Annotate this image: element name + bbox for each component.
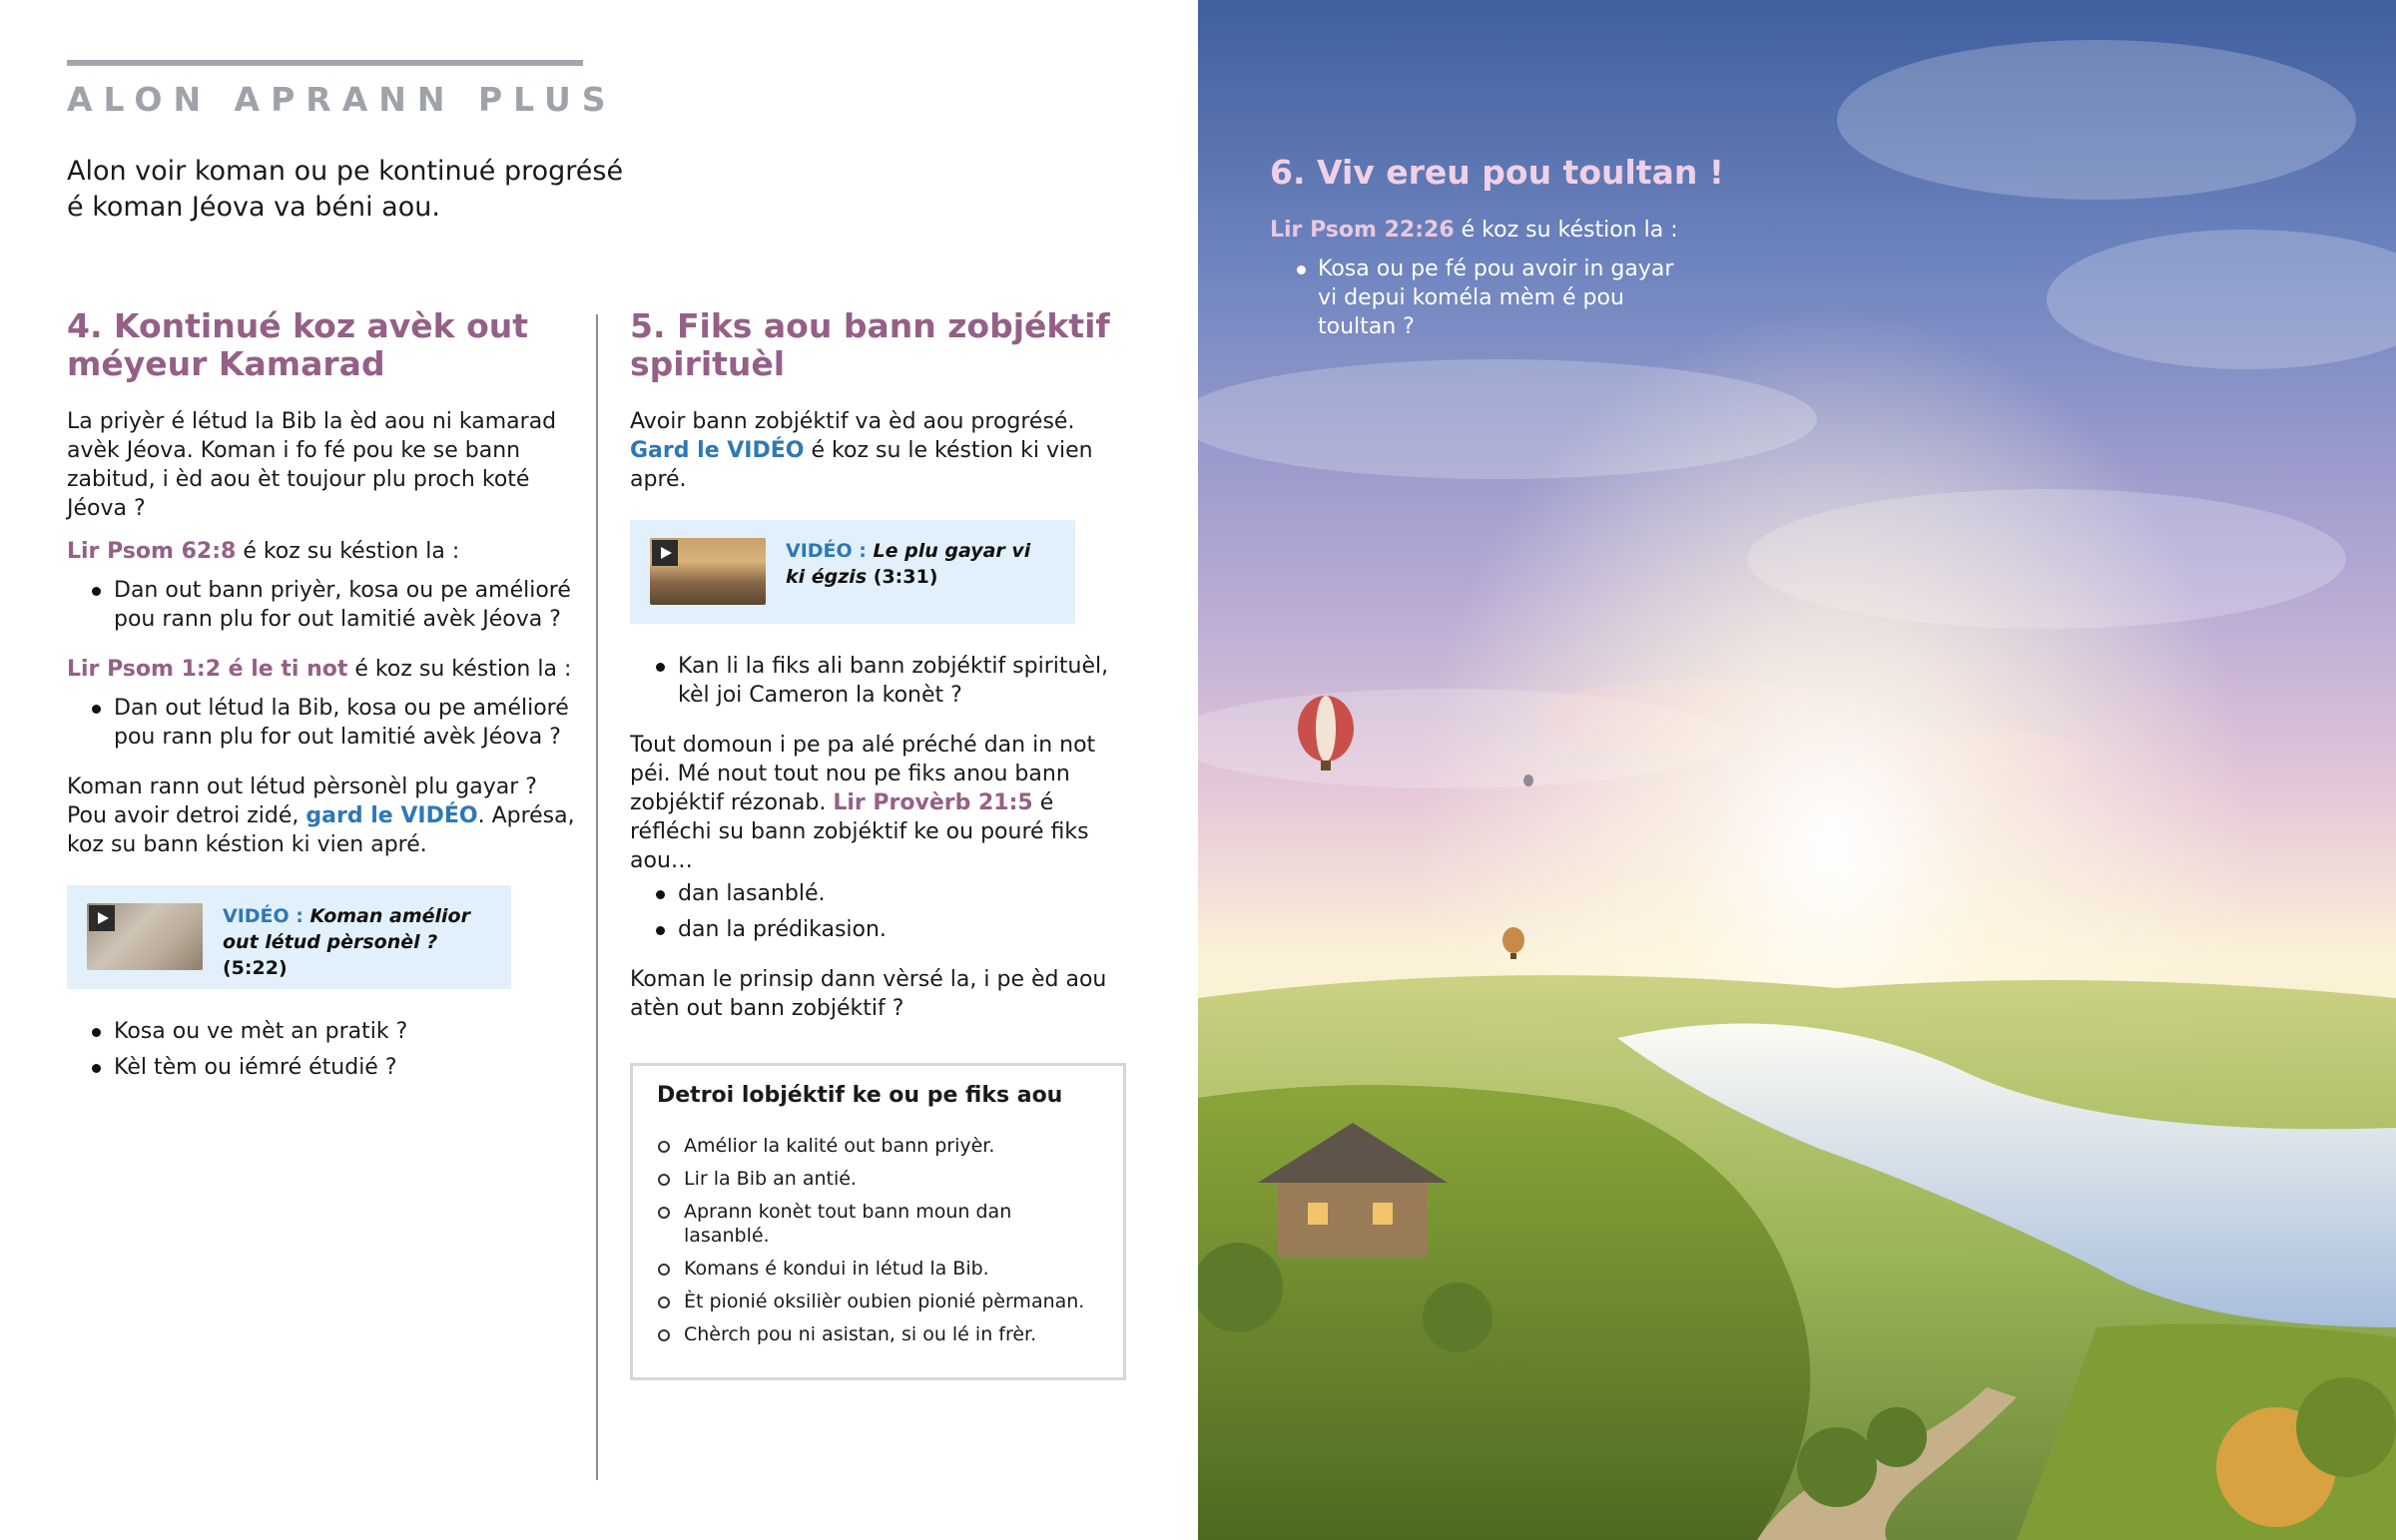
scripture-link-psalm-1-2[interactable]: Lir Psom 1:2 é le ti not [67,657,348,682]
question-list [67,694,576,752]
video-caption: VIDÉO : Koman amélior out létud pèrsonèl ? (5:22) [223,905,470,979]
goals-list [657,1134,1099,1346]
question-item: Kosa ou ve mèt an pratik ? [67,1017,576,1046]
goal-item: Chèrch pou ni asistan, si ou lé in frèr. [657,1322,1099,1346]
goal-item: Komans é kondui in létud la Bib. [657,1257,1099,1281]
goal-item: Amélior la kalité out bann priyèr. [657,1134,1099,1158]
video-duration: (5:22) [223,957,288,979]
goals-box-title: Detroi lobjéktif ke ou pe fiks aou [657,1083,1063,1108]
video-card-best-life[interactable] [630,520,1075,624]
video-thumbnail[interactable] [87,903,203,970]
question-item: Kosa ou pe fé pou avoir in gayar vi depui koméla mèm é pou toultan ? [1270,255,1689,341]
play-icon[interactable] [652,540,678,566]
section-6 [1270,154,1829,348]
video-card-study[interactable] [67,885,511,989]
goals-paragraph: Tout domoun i pe pa alé préché dan in not péi. Mé nout tout nou pe fiks anou bann zobjéktif rézonab. Lir Provèrb 21:5 é réfléchi su bann zobjéktif ke ou pouré fiks aou… [630,733,1096,873]
scripture-link-psalm-22-26[interactable]: Lir Psom 22:26 [1270,218,1455,243]
scripture-ref-paragraph: Lir Psom 62:8 é koz su késtion la : [67,539,460,564]
question-item: Dan out bann priyèr, kosa ou pe amélioré pou rann plu for out lamitié avèk Jéova ? [67,576,576,634]
question-list [67,576,576,634]
question-item: Kan li la fiks ali bann zobjéktif spirituèl, kèl joi Cameron la konèt ? [630,652,1139,710]
video-title: Le plu gayar vi ki égzis [786,540,1031,588]
principle-paragraph: Koman le prinsip dann vèrsé la, i pe èd aou atèn out bann zobjéktif ? [630,967,1107,1021]
goal-area-list [630,879,1139,944]
scripture-ref-paragraph: Lir Psom 1:2 é le ti not é koz su késtion la : [67,657,572,682]
watch-video-link[interactable]: gard le VIDÉO [305,803,478,828]
question-list [1270,255,1689,341]
hot-air-balloon [1523,774,1533,786]
right-page [1198,0,2396,1540]
section-4 [67,307,576,1089]
column-divider [596,314,598,1480]
goals-box [630,1063,1126,1380]
section-4-title: 4. Kontinué koz avèk out méyeur Kamarad [67,306,529,383]
study-paragraph: Koman rann out létud pèrsonèl plu gayar ? Pou avoir detroi zidé, gard le VIDÉO. Aprésa, koz su bann késtion ki vien apré. [67,774,575,857]
scripture-link-psalm-62-8[interactable]: Lir Psom 62:8 [67,539,237,564]
goal-item: Èt pionié oksilièr oubien pionié pèrmanan. [657,1289,1099,1313]
play-icon[interactable] [89,905,115,931]
scripture-ref-paragraph: Lir Psom 22:26 é koz su késtion la : [1270,218,1678,243]
goal-area-item: dan la prédikasion. [630,915,1139,944]
video-duration: (3:31) [867,566,938,588]
watch-video-link[interactable]: Gard le VIDÉO [630,438,805,463]
section-5-paragraph: Avoir bann zobjéktif va èd aou progrésé. Gard le VIDÉO é koz su le késtion ki vien apré. [630,409,1093,492]
section-6-title: 6. Viv ereu pou toultan ! [1270,153,1724,192]
video-caption: VIDÉO : Le plu gayar vi ki égzis (3:31) [786,540,1031,588]
question-item: Dan out létud la Bib, kosa ou pe amélioré pou rann plu for out lamitié avèk Jéova ? [67,694,576,752]
header-rule [67,60,583,66]
question-list [630,652,1139,710]
video-title: Koman amélior out létud pèrsonèl ? [223,905,470,953]
goal-item: Aprann konèt tout bann moun dan lasanblé. [657,1200,1099,1248]
question-item: Kèl tèm ou iémré étudié ? [67,1053,576,1082]
goal-area-item: dan lasanblé. [630,879,1139,908]
scripture-link-proverbs-21-5[interactable]: Lir Provèrb 21:5 [833,790,1033,815]
goal-item: Lir la Bib an antié. [657,1167,1099,1191]
video-thumbnail[interactable] [650,538,766,605]
question-list [67,1017,576,1082]
section-5-title: 5. Fiks aou bann zobjéktif spirituèl [630,306,1110,383]
section-5 [630,307,1139,1380]
section-4-paragraph: La priyèr é létud la Bib la èd aou ni kamarad avèk Jéova. Koman i fo fé pou ke se bann zabitud, i èd aou èt toujour plu proch koté Jéova ? [67,409,557,521]
section-kicker: ALON APRANN PLUS [67,80,617,119]
intro-text: Alon voir koman ou pe kontinué progrésé é koman Jéova va béni aou. [67,156,624,223]
